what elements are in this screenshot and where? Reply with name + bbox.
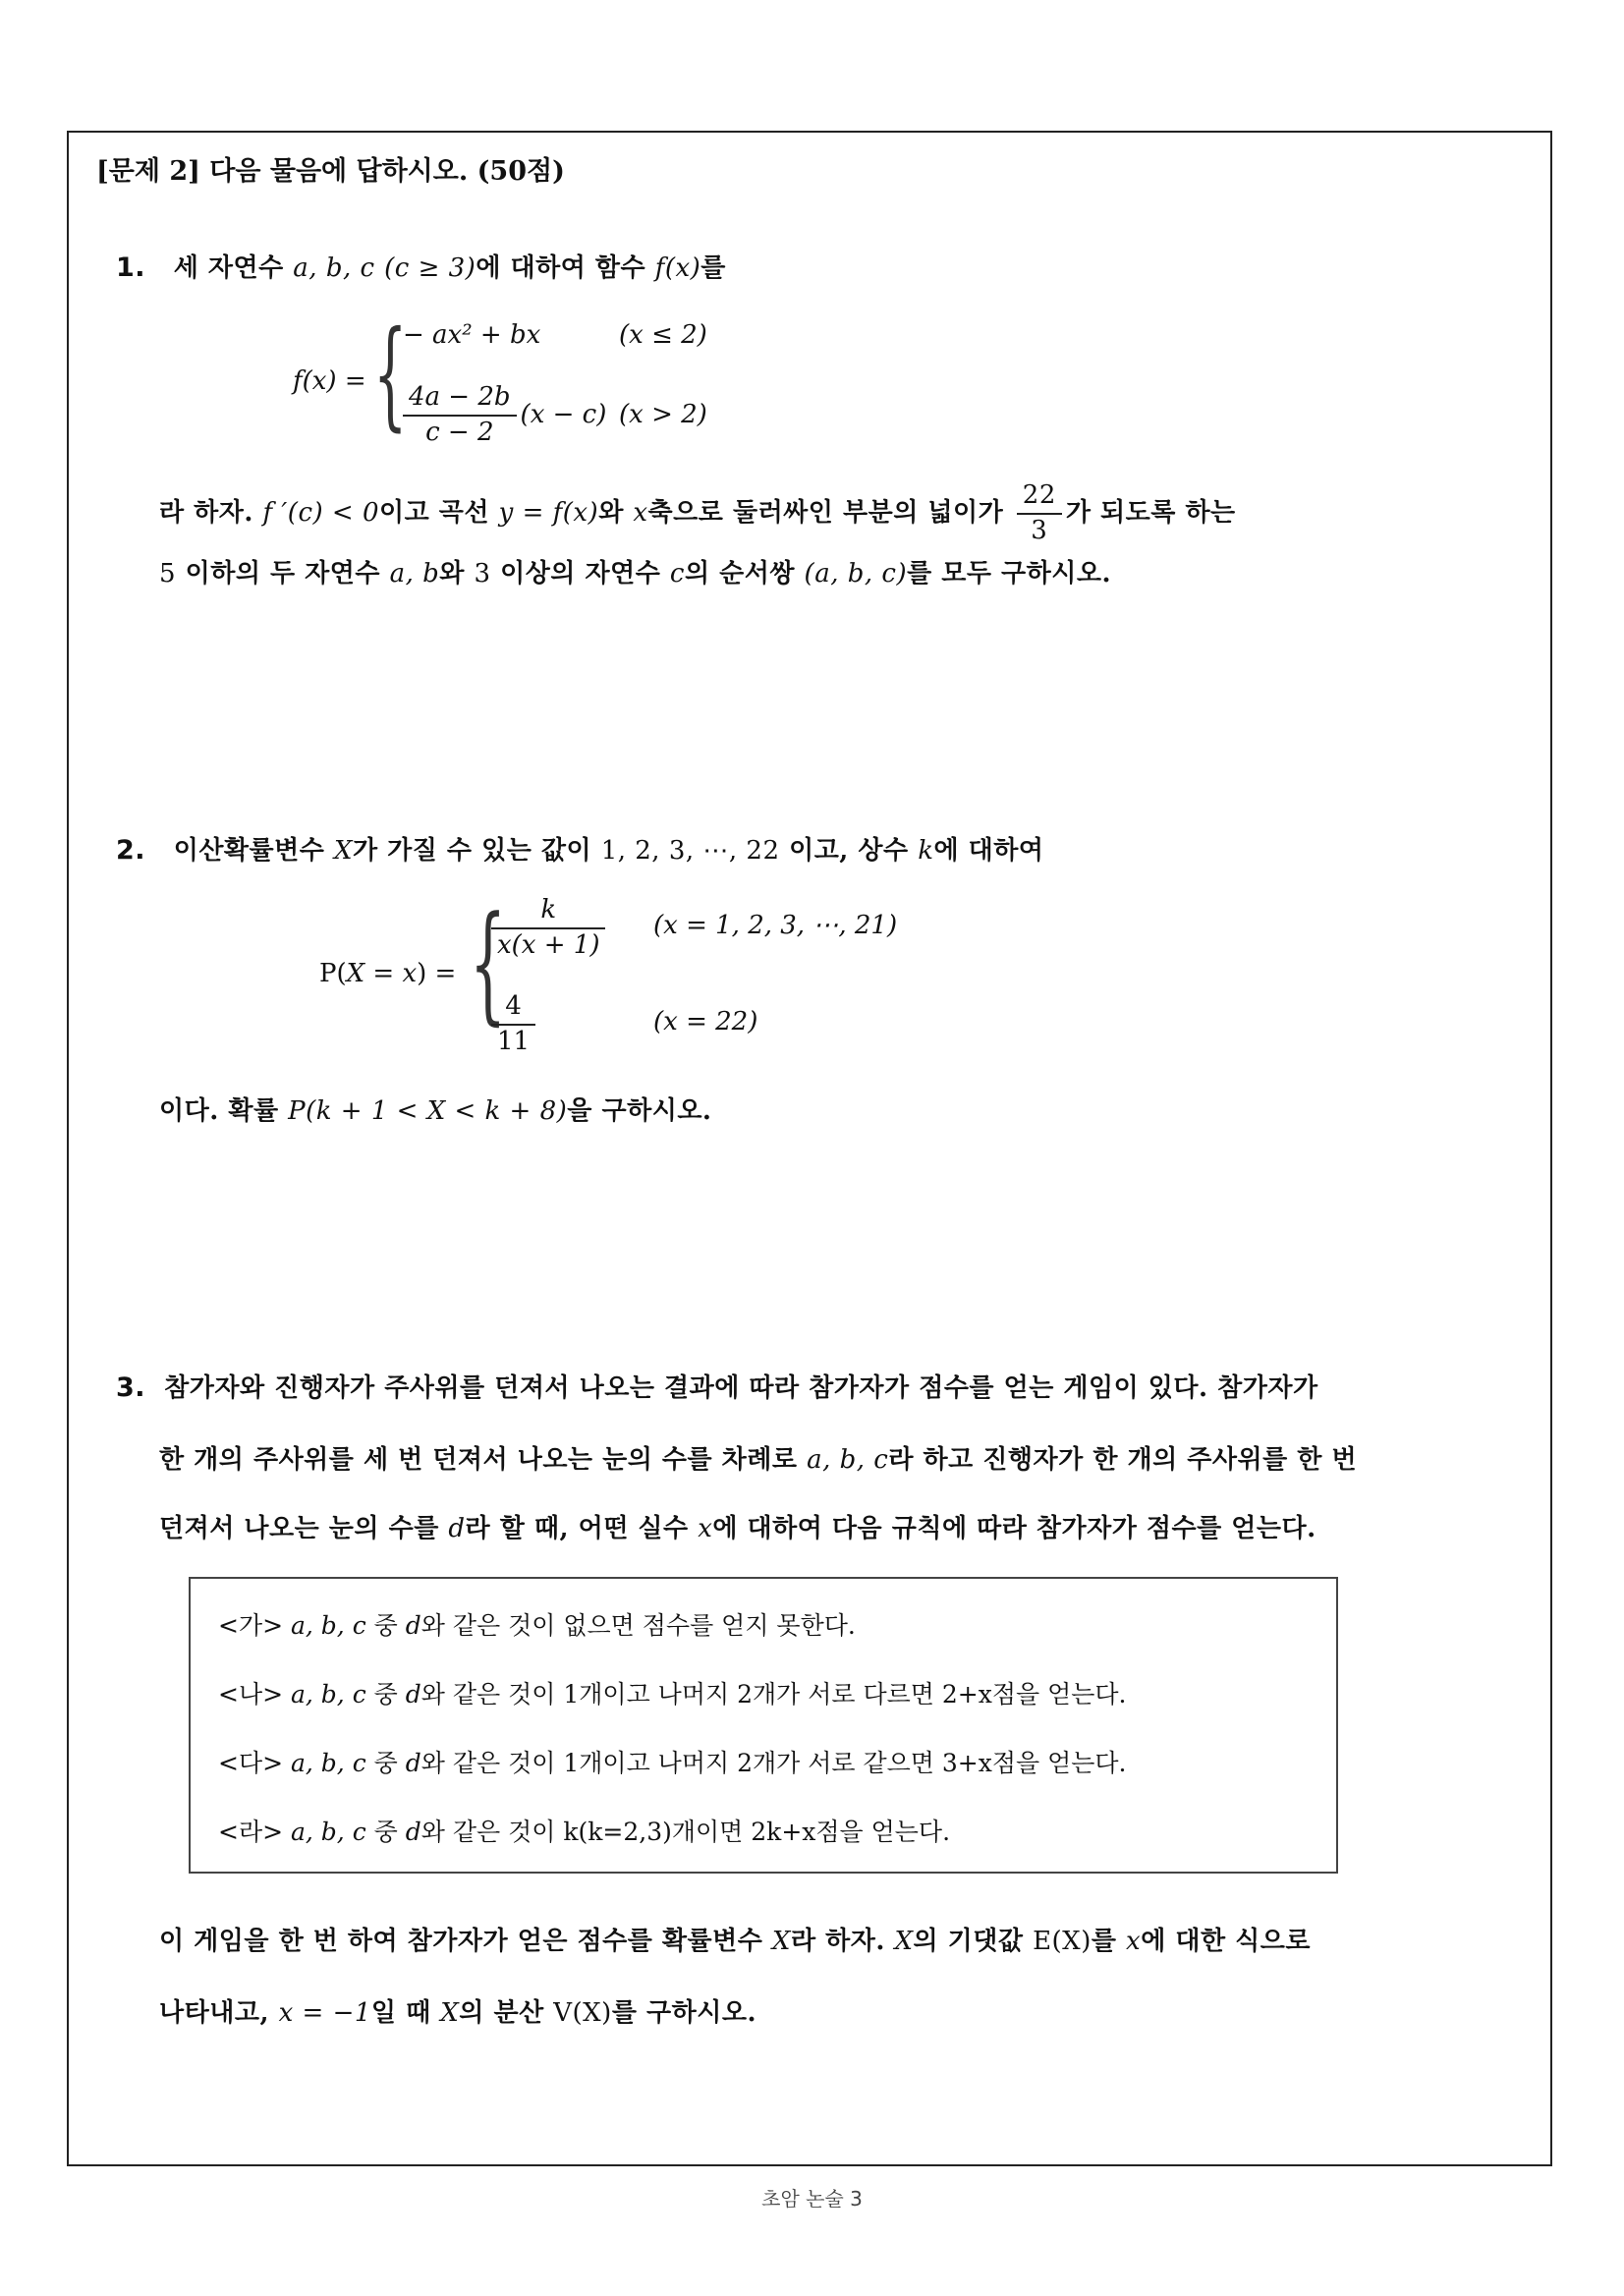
q1-ask-line: 5 이하의 두 자연수 a, b와 3 이상의 자연수 c의 순서쌍 (a, b, c)를 모두 구하시오. xyxy=(159,559,1112,588)
q1-cond: (c ≥ 3) xyxy=(384,253,476,283)
q1-number: 1. xyxy=(116,252,146,283)
q2-case2-expr: $\frac{4}{11}$ xyxy=(491,992,539,1057)
q2-pmf-lhs: P(X = x) = xyxy=(319,959,457,988)
q1-intro xyxy=(116,248,726,284)
q1-function-lhs: f(x) = xyxy=(293,366,366,396)
q2-case1-expr: $\frac{k}{x(x + 1)}$ xyxy=(491,896,609,961)
q3-intro-line1: 3. 참가자와 진행자가 주사위를 던져서 나오는 결과에 따라 참가자가 점수를 얻는 게임이 있다. 참가자가 xyxy=(116,1372,1318,1403)
q1-area-fraction: $\frac{22}{3}$ xyxy=(1017,481,1062,546)
rule-item: <가> a, b, c 중 d와 같은 것이 없으면 점수를 얻지 못한다. xyxy=(218,1611,856,1640)
q1-curve: y = f(x) xyxy=(498,497,599,528)
q2-values: 1, 2, 3, ⋯, 22 xyxy=(600,836,780,866)
rules-box xyxy=(189,1577,1338,1874)
q2-number: 2. xyxy=(116,835,146,866)
q1-tuple: (a, b, c) xyxy=(804,559,908,588)
problem-heading: [문제 2] 다음 물음에 답하시오. (50점) xyxy=(96,156,565,187)
q3-intro-line2: 한 개의 주사위를 세 번 던져서 나오는 눈의 수를 차례로 a, b, c라 하고 진행자가 한 개의 주사위를 한 번 xyxy=(159,1445,1358,1475)
q3-ask-line2: 나타내고, x = −1일 때 X의 분산 V(X)를 구하시오. xyxy=(159,1998,757,2028)
q1-condition-line: 라 하자. f ′(c) < 0이고 곡선 y = f(x)와 x축으로 둘러싸인 부분의 넓이가 $\frac{22}{3}$ 가 되도록 하는 xyxy=(159,480,1236,545)
q2-brace: { xyxy=(470,888,507,1037)
q2-probability: P(k + 1 < X < k + 8) xyxy=(288,1096,568,1126)
q2-ask-line: 이다. 확률 P(k + 1 < X < k + 8)을 구하시오. xyxy=(159,1096,712,1126)
q3-intro-line3: 던져서 나오는 눈의 수를 d라 할 때, 어떤 실수 x에 대하여 다음 규칙에 따라 참가자가 점수를 얻는다. xyxy=(159,1514,1316,1543)
q2-intro: 2. 이산확률변수 X가 가질 수 있는 값이 1, 2, 3, ⋯, 22 이고, 상수 k에 대하여 xyxy=(116,835,1044,866)
q3-ask-line1: 이 게임을 한 번 하여 참가자가 얻은 점수를 확률변수 X라 하자. X의 기댓값 E(X)를 x에 대한 식으로 xyxy=(159,1927,1312,1956)
q2-case2-cond: (x = 22) xyxy=(653,1007,758,1036)
q1-fx: f(x) xyxy=(654,253,701,283)
rule-item: <나> a, b, c 중 d와 같은 것이 1개이고 나머지 2개가 서로 다르면 2+x점을 얻는다. xyxy=(218,1680,1127,1708)
q1-text: 세 자연수 xyxy=(173,253,284,283)
q1-case2-cond: (x > 2) xyxy=(619,400,707,429)
q3-number: 3. xyxy=(116,1372,146,1403)
q1-brace: { xyxy=(373,307,408,443)
rule-item: <다> a, b, c 중 d와 같은 것이 1개이고 나머지 2개가 서로 같으면 3+x점을 얻는다. xyxy=(218,1749,1127,1777)
q1-text-b: 에 대하여 함수 xyxy=(476,253,646,283)
q1-case2-expr: $\frac{4a - 2b}{c - 2}$ (x − c) xyxy=(403,383,606,448)
page-footer: 초암 논술 3 xyxy=(761,2187,863,2211)
q1-text-c: 를 xyxy=(700,253,726,283)
q1-case1-expr: − ax² + bx xyxy=(403,320,541,350)
q1-case1-cond: (x ≤ 2) xyxy=(619,320,707,350)
q2-case1-cond: (x = 1, 2, 3, ⋯, 21) xyxy=(653,911,898,940)
q1-derivative: f ′(c) < 0 xyxy=(262,497,380,528)
q1-vars: a, b, c xyxy=(293,253,375,283)
rule-item: <라> a, b, c 중 d와 같은 것이 k(k=2,3)개이면 2k+x점을 얻는다. xyxy=(218,1818,951,1846)
